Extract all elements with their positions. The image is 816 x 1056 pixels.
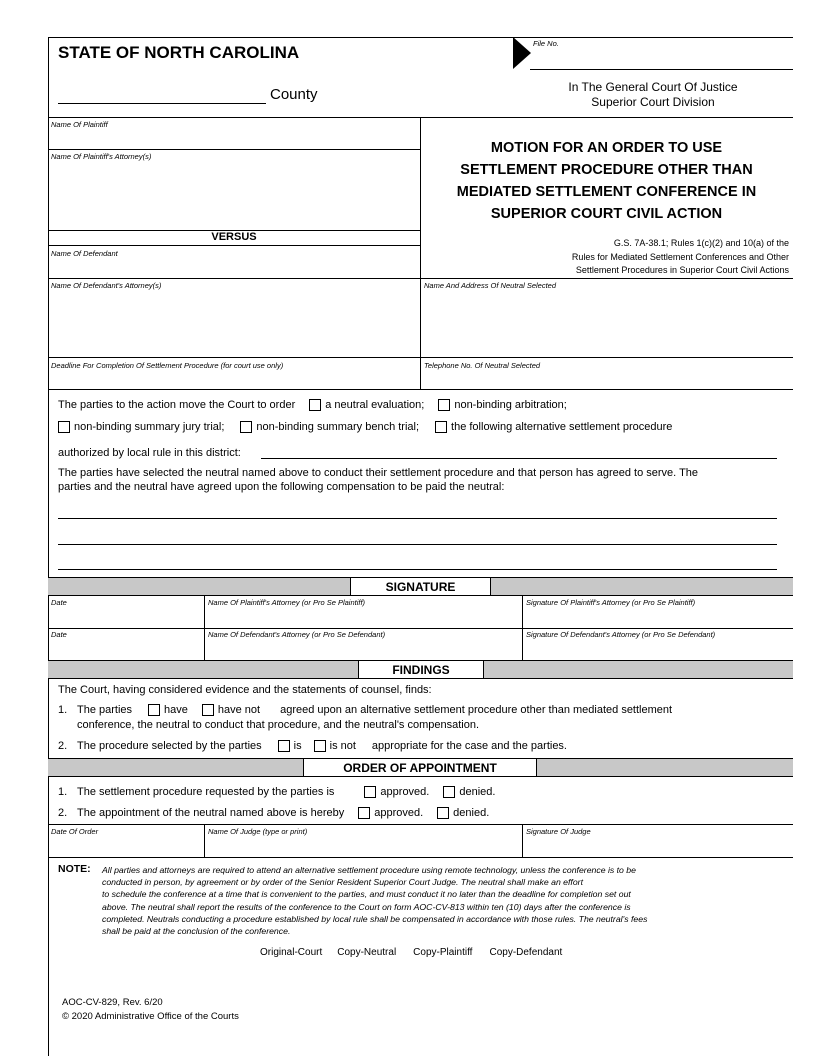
copies-distribution xyxy=(260,947,562,958)
finding-1-have-label: have xyxy=(164,704,188,716)
defendant-field[interactable] xyxy=(51,259,417,275)
finding-2-is-option[interactable] xyxy=(278,740,302,752)
order-1-approved-checkbox[interactable] xyxy=(364,786,376,798)
following-procedure-checkbox[interactable] xyxy=(435,421,447,433)
county-label: County xyxy=(270,86,318,103)
note-line: to schedule the conference at a time that is convenient to the parties, and must conduct it no later than the deadline for completion set out xyxy=(102,889,631,900)
order-1-denied-label: denied. xyxy=(459,786,496,798)
date-of-order-field[interactable] xyxy=(51,837,201,855)
order-2-approved-label: approved. xyxy=(374,807,424,819)
following-procedure-label: the following alternative settlement procedure xyxy=(451,421,673,433)
signature-heading: SIGNATURE xyxy=(350,577,491,596)
judge-sig-label: Signature Of Judge xyxy=(526,827,591,836)
defendant-attorney-field[interactable] xyxy=(51,291,417,355)
defendant-attorney-sig-label: Signature Of Defendant's Attorney (or Pro Se Defendant) xyxy=(526,630,716,639)
finding-1-number: 1. xyxy=(58,704,68,716)
plaintiff-attorney-sig-label: Signature Of Plaintiff's Attorney (or Pro Se Plaintiff) xyxy=(526,598,696,607)
note-line: All parties and attorneys are required to attend an alternative settlement procedure using remote technology, unless the conference is to be xyxy=(102,865,636,875)
findings-heading: FINDINGS xyxy=(358,660,484,679)
finding-2-is-not-checkbox[interactable] xyxy=(314,740,326,752)
neutral-phone-field[interactable] xyxy=(424,371,791,388)
note-label: NOTE: xyxy=(58,863,91,875)
bench-trial-label: non-binding summary bench trial; xyxy=(256,421,420,433)
order-2-number: 2. xyxy=(58,807,68,819)
file-no-top-border xyxy=(513,37,793,38)
order-item-2 xyxy=(58,807,489,819)
order-1-denied-checkbox[interactable] xyxy=(443,786,455,798)
signature-col-divider-1 xyxy=(204,596,205,660)
finding-1-text-a: The parties xyxy=(77,704,133,716)
order-2-approved-option[interactable] xyxy=(358,807,423,819)
order-item-1 xyxy=(58,786,495,798)
neutral-evaluation-label: a neutral evaluation; xyxy=(325,399,425,411)
plaintiff-divider xyxy=(48,149,420,150)
deadline-label: Deadline For Completion Of Settlement Procedure (for court use only) xyxy=(51,361,284,370)
order-2-text: The appointment of the neutral named above is hereby xyxy=(77,807,345,819)
order-1-denied-option[interactable] xyxy=(443,786,495,798)
nonbinding-arbitration-label: non-binding arbitration; xyxy=(454,399,567,411)
defendant-attorney-label: Name Of Defendant's Attorney(s) xyxy=(51,281,162,290)
state-title: STATE OF NORTH CAROLINA xyxy=(58,43,300,62)
form-title-line4: SUPERIOR COURT CIVIL ACTION xyxy=(490,206,723,222)
note-line: completed. Neutrals conducting a procedure established by local rule shall be compensated in accordance with those rules. The neutral's fees xyxy=(102,913,648,924)
finding-2-is-checkbox[interactable] xyxy=(278,740,290,752)
finding-1-text-c: conference, the neutral to conduct that procedure, and the neutral's compensation. xyxy=(77,719,480,731)
order-col-divider-1 xyxy=(204,824,205,857)
jury-trial-option[interactable] xyxy=(58,421,224,433)
note-line: shall be paid at the conclusion of the conference. xyxy=(102,926,291,937)
order-1-approved-option[interactable] xyxy=(364,786,429,798)
order-1-approved-label: approved. xyxy=(380,786,430,798)
defendant-attorney-name-field[interactable] xyxy=(208,640,520,658)
defendant-attorney-sig-field[interactable] xyxy=(526,640,791,658)
judge-name-field[interactable] xyxy=(208,837,520,855)
defendant-attorney-name-label: Name Of Defendant's Attorney (or Pro Se Defendant) xyxy=(208,630,386,639)
order-col-divider-2 xyxy=(522,824,523,857)
finding-1-text-b: agreed upon an alternative settlement procedure other than mediated settlement xyxy=(280,704,673,716)
judge-name-label: Name Of Judge (type or print) xyxy=(208,827,308,836)
order-section-bar xyxy=(48,758,793,777)
finding-1-have-not-option[interactable] xyxy=(202,704,260,716)
statute-line2: Rules for Mediated Settlement Conferences and Other xyxy=(571,251,789,262)
order-1-text: The settlement procedure requested by the parties is xyxy=(77,786,335,798)
finding-2-text-a: The procedure selected by the parties xyxy=(77,740,262,752)
compensation-line-2[interactable] xyxy=(58,544,777,545)
selected-text-line1: The parties have selected the neutral named above to conduct their settlement procedure and that person has agreed to serve. The xyxy=(58,467,699,479)
parties-bottom-border xyxy=(48,389,793,390)
finding-1-have-not-checkbox[interactable] xyxy=(202,704,214,716)
nonbinding-arbitration-option[interactable] xyxy=(438,399,567,411)
following-procedure-option[interactable] xyxy=(435,421,672,433)
compensation-line-1[interactable] xyxy=(58,518,777,519)
jury-trial-checkbox[interactable] xyxy=(58,421,70,433)
copy-defendant: Copy-Defendant xyxy=(489,947,563,958)
statute-line1: G.S. 7A-38.1; Rules 1(c)(2) and 10(a) of the xyxy=(613,238,789,248)
defendant-date-field[interactable] xyxy=(51,640,201,658)
defendant-divider xyxy=(48,278,793,279)
jury-trial-label: non-binding summary jury trial; xyxy=(74,421,225,433)
finding-1-have-not-label: have not xyxy=(217,704,261,716)
motion-intro: The parties to the action move the Court to order xyxy=(58,399,296,411)
finding-2-text-b: appropriate for the case and the parties. xyxy=(371,740,567,752)
form-number: AOC-CV-829, Rev. 6/20 xyxy=(62,997,163,1008)
selected-text-line2: parties and the neutral have agreed upon the following compensation to be paid the neutral: xyxy=(58,481,505,493)
order-2-denied-option[interactable] xyxy=(437,807,489,819)
bench-trial-option[interactable] xyxy=(240,421,419,433)
neutral-name-field[interactable] xyxy=(424,291,791,355)
finding-2 xyxy=(58,740,567,752)
file-no-label: File No. xyxy=(533,39,559,48)
file-no-arrow-icon xyxy=(513,37,531,69)
order-1-number: 1. xyxy=(58,786,68,798)
motion-options-row2 xyxy=(58,421,672,433)
finding-2-is-not-label: is not xyxy=(329,740,356,752)
county-input-line[interactable] xyxy=(58,103,266,104)
motion-options-row1 xyxy=(58,399,567,411)
order-row-top xyxy=(48,824,793,825)
statute-line3: Settlement Procedures in Superior Court Civil Actions xyxy=(575,265,789,275)
form-top-border xyxy=(48,37,513,38)
judge-sig-field[interactable] xyxy=(526,837,791,855)
note-text xyxy=(102,864,792,937)
statute-reference xyxy=(572,237,789,278)
finding-1-have-checkbox[interactable] xyxy=(148,704,160,716)
court-name-line1: In The General Court Of Justice xyxy=(568,80,738,94)
signature-row-divider xyxy=(48,628,793,629)
plaintiff-attorney-field[interactable] xyxy=(51,162,417,227)
form-title-line3: MEDIATED SETTLEMENT CONFERENCE IN xyxy=(456,184,757,200)
versus-heading: VERSUS xyxy=(211,231,257,243)
versus-bottom-divider xyxy=(48,245,420,246)
findings-intro: The Court, having considered evidence and the statements of counsel, finds: xyxy=(58,684,432,696)
date-of-order-label: Date Of Order xyxy=(51,827,99,836)
note-line: above. The neutral shall report the results of the conference to the Court on form AOC-CV-813 within ten (10) days after the conference is xyxy=(102,901,631,912)
neutral-evaluation-checkbox[interactable] xyxy=(309,399,321,411)
form-title-line2: SETTLEMENT PROCEDURE OTHER THAN xyxy=(460,162,753,178)
copyright: © 2020 Administrative Office of the Courts xyxy=(62,1011,239,1022)
form-left-border xyxy=(48,37,49,1056)
neutral-name-label: Name And Address Of Neutral Selected xyxy=(424,281,557,290)
copy-neutral: Copy-Neutral xyxy=(337,947,397,958)
compensation-line-3[interactable] xyxy=(58,569,777,570)
bench-trial-checkbox[interactable] xyxy=(240,421,252,433)
finding-1 xyxy=(58,704,672,716)
note-line: conducted in person, by agreement or by order of the Senior Resident Superior Court Judge. The neutral shall make an effort xyxy=(102,877,583,888)
order-2-denied-checkbox[interactable] xyxy=(437,807,449,819)
neutral-phone-label: Telephone No. Of Neutral Selected xyxy=(424,361,541,370)
neutral-evaluation-option[interactable] xyxy=(309,399,424,411)
plaintiff-attorney-name-field[interactable] xyxy=(208,608,520,626)
authorized-input-line[interactable] xyxy=(261,458,777,459)
plaintiff-attorney-label: Name Of Plaintiff's Attorney(s) xyxy=(51,152,152,161)
plaintiff-date-label: Date xyxy=(51,598,67,607)
finding-2-is-label: is xyxy=(293,740,302,752)
deadline-divider xyxy=(48,357,793,358)
order-row-bottom xyxy=(48,857,793,858)
plaintiff-date-field[interactable] xyxy=(51,608,201,626)
copy-original-court: Original-Court xyxy=(260,947,323,958)
finding-2-number: 2. xyxy=(58,740,68,752)
finding-2-is-not-option[interactable] xyxy=(314,740,356,752)
order-heading: ORDER OF APPOINTMENT xyxy=(303,758,537,777)
plaintiff-attorney-name-label: Name Of Plaintiff's Attorney (or Pro Se Plaintiff) xyxy=(208,598,366,607)
plaintiff-field[interactable] xyxy=(51,130,417,147)
nonbinding-arbitration-checkbox[interactable] xyxy=(438,399,450,411)
order-2-denied-label: denied. xyxy=(453,807,490,819)
plaintiff-attorney-sig-field[interactable] xyxy=(526,608,791,626)
defendant-label: Name Of Defendant xyxy=(51,249,118,258)
plaintiff-label: Name Of Plaintiff xyxy=(51,120,108,129)
copy-plaintiff: Copy-Plaintiff xyxy=(413,947,473,958)
court-name-line2: Superior Court Division xyxy=(591,95,715,109)
file-no-bottom-border xyxy=(530,69,793,70)
file-no-field[interactable] xyxy=(533,50,791,68)
order-2-approved-checkbox[interactable] xyxy=(358,807,370,819)
form-title-line1: MOTION FOR AN ORDER TO USE xyxy=(490,140,723,156)
authorized-label: authorized by local rule in this district: xyxy=(58,447,241,459)
form-title xyxy=(420,137,793,225)
signature-section-bar xyxy=(48,577,793,596)
finding-1-have-option[interactable] xyxy=(148,704,188,716)
deadline-field[interactable] xyxy=(51,371,417,388)
defendant-date-label: Date xyxy=(51,630,67,639)
findings-section-bar xyxy=(48,660,793,679)
signature-col-divider-2 xyxy=(522,596,523,660)
